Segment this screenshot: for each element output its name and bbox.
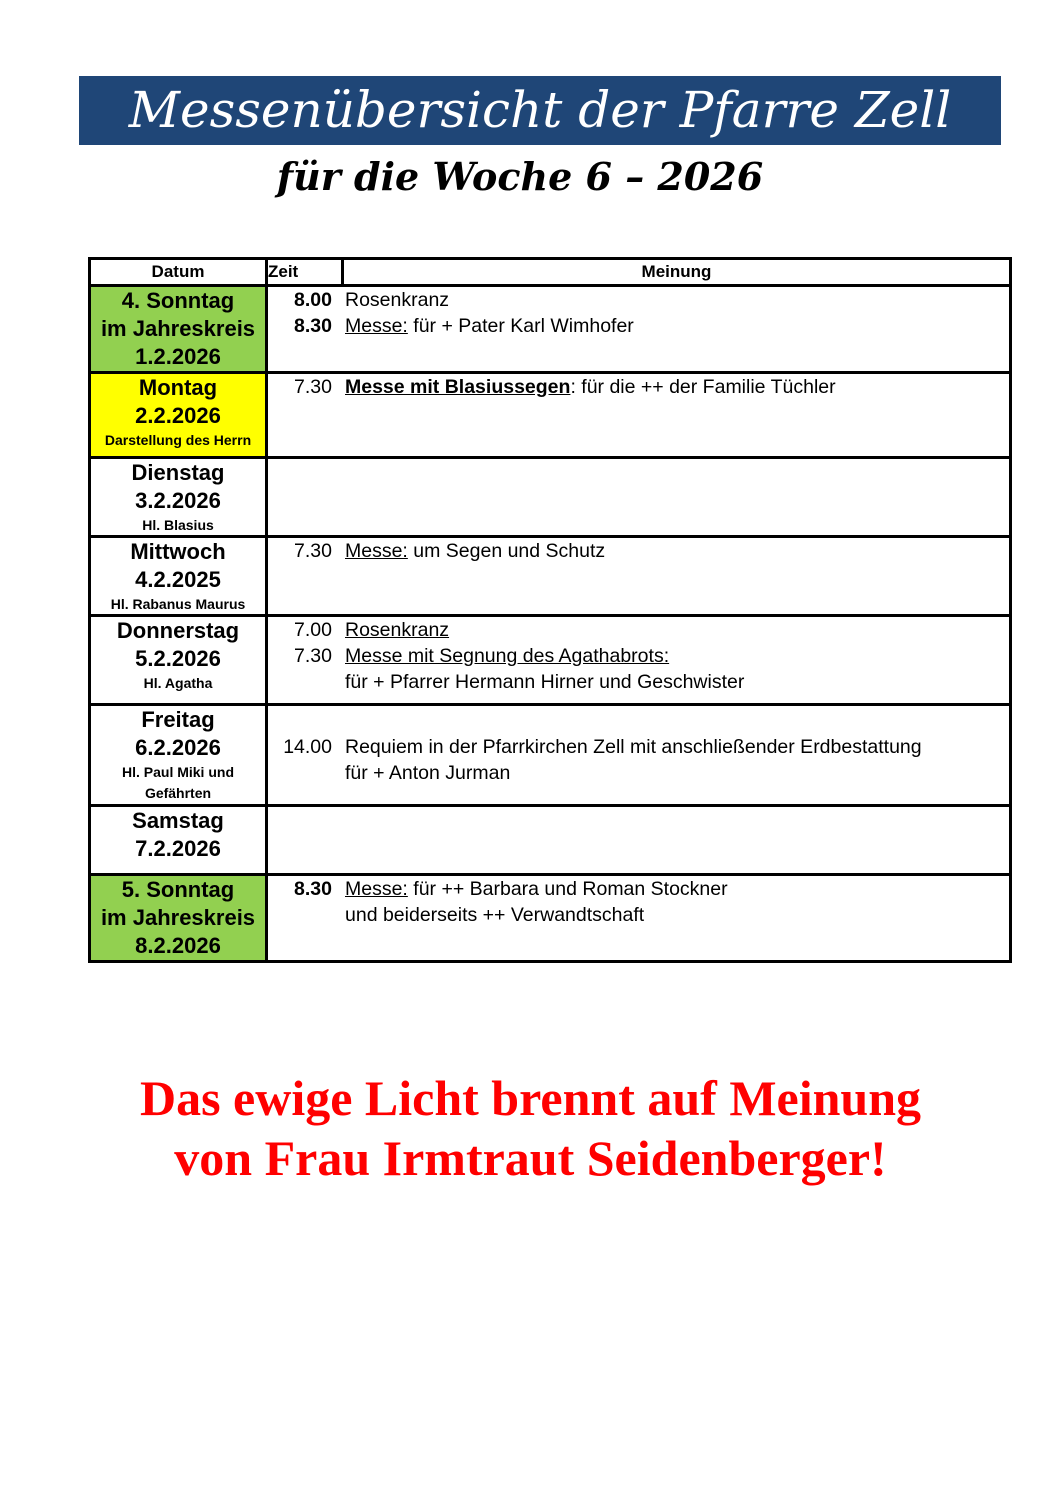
entry-time: 8.30 [294,315,332,337]
entry-text-part: um Segen und Schutz [407,540,606,562]
day-cell [90,616,267,705]
entry-time [268,902,332,928]
mass-entry [268,734,1009,760]
day-cell [90,286,267,373]
day-label-line: Donnerstag [116,618,240,643]
column-header-meinung: Meinung [343,259,1011,286]
column-header-zeit: Zeit [267,259,343,286]
day-label-line: 2.2.2026 [135,403,221,428]
day-label-line: Mittwoch [130,539,226,564]
day-label-line: 6.2.2026 [135,735,221,760]
entry-text [332,643,669,669]
entry-text-part: Rosenkranz [345,619,450,641]
mass-entry [268,760,1009,786]
entry-text [332,617,449,643]
day-label-line: Freitag [141,707,215,732]
day-cell [90,875,267,962]
feast-note: Hl. Blasius [142,517,214,533]
mass-entry [268,876,1009,902]
entry-time: 7.00 [294,619,332,641]
day-label-line: Montag [138,375,218,400]
entry-text [332,760,510,786]
day-label-line: 1.2.2026 [135,344,221,369]
table-row [90,875,1011,962]
day-label-line: 5. Sonntag [121,877,235,902]
day-label-line: 7.2.2026 [135,836,221,861]
entries-cell [267,616,1011,705]
entries-cell [267,537,1011,616]
entry-time [268,669,332,695]
day-label-line: im Jahreskreis [100,905,256,930]
entry-time: 7.30 [294,376,332,398]
day-label-line: Samstag [132,808,224,833]
notice-line-1: Das ewige Licht brennt auf Meinung [139,1070,922,1126]
entry-text-part: für + Pfarrer Hermann Hirner und Geschwister [345,671,745,693]
entry-text-part: Requiem in der Pfarrkirchen Zell mit anschließender Erdbestattung [345,736,922,758]
entry-text-part: Messe mit Segnung des Agathabrots: [345,645,670,667]
entry-text [332,876,728,902]
entry-time: 14.00 [283,736,332,758]
entry-time: 8.00 [294,289,332,311]
day-label-line: Dienstag [131,460,225,485]
entry-text-part: Messe mit Blasiussegen [345,376,571,398]
mass-entry [268,669,1009,695]
entry-text [332,374,836,400]
day-label-line: 8.2.2026 [135,933,221,958]
entry-text-part: und beiderseits ++ Verwandtschaft [345,904,645,926]
mass-schedule-table [88,257,1012,963]
table-row [90,705,1011,806]
day-cell [90,806,267,875]
week-subtitle: für die Woche 6 – 2026 [276,154,764,199]
entry-time [268,760,332,786]
mass-entry [268,902,1009,928]
notice-line-2: von Frau Irmtraut Seidenberger! [174,1130,887,1186]
table-row [90,537,1011,616]
day-cell [90,373,267,458]
page-title: Messenübersicht der Pfarre Zell [128,81,952,139]
table-header-row [90,259,1011,286]
mass-entry [268,538,1009,564]
entry-text-part: : für die ++ der Familie Tüchler [570,376,836,398]
entry-text-part: für + Pater Karl Wimhofer [407,315,634,337]
entries-cell [267,286,1011,373]
day-cell [90,537,267,616]
day-cell [90,458,267,537]
table-row [90,616,1011,705]
entries-cell [267,705,1011,806]
feast-note: Hl. Agatha [143,675,213,691]
mass-entry [268,374,1009,400]
table-row [90,458,1011,537]
entry-time: 8.30 [294,878,332,900]
mass-entry [268,617,1009,643]
mass-entry [268,313,1009,339]
entries-cell [267,806,1011,875]
entry-text-part: für + Anton Jurman [345,762,511,784]
day-label-line: 3.2.2026 [135,488,221,513]
entry-text [332,287,449,313]
feast-note: Darstellung des Herrn [104,432,252,448]
day-label-line: 4.2.2025 [135,567,221,592]
table-row [90,806,1011,875]
entry-text-part: für ++ Barbara und Roman Stockner [407,878,728,900]
day-label-line: 5.2.2026 [135,646,221,671]
entry-text [332,313,634,339]
entry-text-part: Rosenkranz [345,289,450,311]
eternal-light-notice [30,1068,1031,1188]
entry-time: 7.30 [294,540,332,562]
entry-text-part: Messe: [345,540,408,562]
entries-cell [267,875,1011,962]
entries-cell [267,458,1011,537]
entries-cell [267,373,1011,458]
feast-note: Hl. Paul Miki und Gefährten [121,764,234,801]
entry-text-part: Messe: [345,878,408,900]
day-label-line: 4. Sonntag [121,288,235,313]
mass-entry [268,287,1009,313]
entry-text [332,538,605,564]
entry-time: 7.30 [294,645,332,667]
entry-text [332,902,644,928]
feast-note: Hl. Rabanus Maurus [110,596,246,612]
mass-entry [268,643,1009,669]
schedule-body [90,286,1011,962]
column-header-datum: Datum [90,259,267,286]
entry-text [332,734,922,760]
day-cell [90,705,267,806]
table-row [90,373,1011,458]
entry-text [332,669,744,695]
entry-text-part: Messe: [345,315,408,337]
title-banner [79,76,1001,145]
day-label-line: im Jahreskreis [100,316,256,341]
table-row [90,286,1011,373]
